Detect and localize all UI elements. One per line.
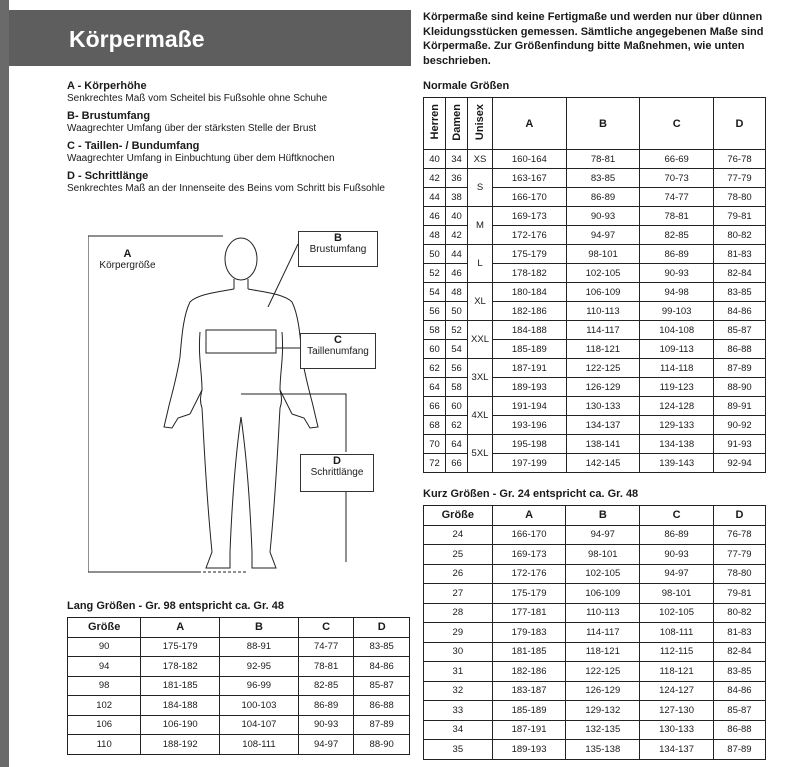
cell-a: 180-184	[493, 283, 567, 302]
cell-c: 108-111	[640, 623, 714, 643]
cell-d: 77-79	[714, 169, 766, 188]
cell-b: 114-117	[566, 321, 640, 340]
cell-a: 185-189	[492, 701, 566, 721]
cell-a: 185-189	[493, 340, 567, 359]
cell-d: 78-80	[713, 564, 765, 584]
table-row	[424, 321, 766, 340]
lang-header-c: C	[298, 618, 354, 638]
cell-b: 78-81	[566, 150, 640, 169]
cell-b: 83-85	[566, 169, 640, 188]
cell-d: 90-92	[714, 416, 766, 435]
cell-b: 106-109	[566, 283, 640, 302]
header-c: C	[640, 98, 714, 150]
cell-damen: 66	[446, 454, 468, 473]
cell-unisex: 4XL	[468, 397, 493, 435]
cell-d: 84-86	[354, 657, 410, 677]
cell-herren: 54	[424, 283, 446, 302]
lang-sizes-table	[67, 617, 410, 755]
cell-groesse: 24	[424, 525, 493, 545]
lang-sizes-body	[68, 637, 410, 754]
cell-d: 80-82	[713, 603, 765, 623]
cell-a: 179-183	[492, 623, 566, 643]
table-row	[424, 359, 766, 378]
cell-c: 114-118	[640, 359, 714, 378]
cell-damen: 36	[446, 169, 468, 188]
table-row	[424, 603, 766, 623]
cell-d: 92-94	[714, 454, 766, 473]
cell-herren: 50	[424, 245, 446, 264]
header-unisex-label: Unisex	[474, 103, 486, 141]
cell-b: 118-121	[566, 340, 640, 359]
kurz-header-d: D	[713, 506, 765, 526]
page-title: Körpermaße	[69, 26, 205, 52]
cell-herren: 46	[424, 207, 446, 226]
cell-d: 86-88	[354, 696, 410, 716]
cell-a: 197-199	[493, 454, 567, 473]
cell-a: 195-198	[493, 435, 567, 454]
cell-c: 99-103	[640, 302, 714, 321]
def-c-title: C - Taillen- / Bundumfang	[67, 140, 200, 152]
cell-b: 92-95	[220, 657, 299, 677]
cell-damen: 42	[446, 226, 468, 245]
cell-c: 118-121	[640, 662, 714, 682]
cell-damen: 56	[446, 359, 468, 378]
cell-a: 184-188	[493, 321, 567, 340]
cell-groesse: 26	[424, 564, 493, 584]
cell-c: 124-128	[640, 397, 714, 416]
cell-d: 88-90	[354, 735, 410, 755]
cell-herren: 60	[424, 340, 446, 359]
cell-b: 102-105	[566, 264, 640, 283]
header-d: D	[714, 98, 766, 150]
cell-a: 175-179	[141, 637, 220, 657]
cell-unisex: XXL	[468, 321, 493, 359]
cell-a: 193-196	[493, 416, 567, 435]
cell-a: 169-173	[492, 545, 566, 565]
cell-damen: 64	[446, 435, 468, 454]
cell-b: 129-132	[566, 701, 640, 721]
def-c-text: Waagrechter Umfang in Einbuchtung über dem Hüftknochen	[67, 153, 335, 164]
lang-header-d: D	[354, 618, 410, 638]
header-b: B	[566, 98, 640, 150]
table-row	[424, 701, 766, 721]
label-b-brustumfang	[298, 231, 378, 267]
table-row	[68, 735, 410, 755]
cell-herren: 40	[424, 150, 446, 169]
def-b-title: B- Brustumfang	[67, 110, 151, 122]
cell-groesse: 90	[68, 637, 141, 657]
table-row	[424, 245, 766, 264]
cell-herren: 42	[424, 169, 446, 188]
cell-c: 98-101	[640, 584, 714, 604]
cell-c: 90-93	[640, 545, 714, 565]
table-row	[424, 662, 766, 682]
cell-damen: 38	[446, 188, 468, 207]
cell-c: 104-108	[640, 321, 714, 340]
kurz-header-groesse: Größe	[424, 506, 493, 526]
cell-d: 76-78	[713, 525, 765, 545]
cell-c: 82-85	[298, 676, 354, 696]
cell-a: 189-193	[493, 378, 567, 397]
header-herren-label: Herren	[428, 104, 441, 140]
cell-unisex: 3XL	[468, 359, 493, 397]
table-row	[424, 740, 766, 760]
cell-damen: 58	[446, 378, 468, 397]
normal-sizes-table	[423, 97, 766, 473]
kurz-header-c: C	[640, 506, 714, 526]
header-damen-label: Damen	[450, 103, 463, 141]
table-row	[424, 564, 766, 584]
label-c-text: Taillenumfang	[307, 346, 369, 357]
cell-b: 94-97	[566, 525, 640, 545]
cell-groesse: 29	[424, 623, 493, 643]
cell-damen: 34	[446, 150, 468, 169]
cell-d: 76-78	[714, 150, 766, 169]
cell-a: 175-179	[493, 245, 567, 264]
lang-header-a: A	[141, 618, 220, 638]
cell-d: 82-84	[713, 642, 765, 662]
table-row	[424, 525, 766, 545]
table-row	[424, 642, 766, 662]
def-d-text: Senkrechtes Maß an der Innenseite des Beins vom Schritt bis Fußsohle	[67, 183, 385, 194]
kurz-header-b: B	[566, 506, 640, 526]
cell-b: 132-135	[566, 720, 640, 740]
cell-c: 134-137	[640, 740, 714, 760]
cell-a: 178-182	[141, 657, 220, 677]
cell-b: 104-107	[220, 715, 299, 735]
cell-b: 134-137	[566, 416, 640, 435]
cell-c: 102-105	[640, 603, 714, 623]
cell-groesse: 31	[424, 662, 493, 682]
cell-a: 172-176	[493, 226, 567, 245]
cell-a: 183-187	[492, 681, 566, 701]
cell-d: 87-89	[714, 359, 766, 378]
cell-groesse: 34	[424, 720, 493, 740]
cell-d: 86-88	[713, 720, 765, 740]
label-c-letter: C	[334, 334, 342, 346]
body-measurement-figure	[88, 222, 410, 584]
header-unisex	[468, 98, 493, 150]
kurz-header-a: A	[492, 506, 566, 526]
cell-c: 86-89	[298, 696, 354, 716]
cell-c: 94-98	[640, 283, 714, 302]
table-row	[424, 169, 766, 188]
cell-b: 88-91	[220, 637, 299, 657]
definitions	[67, 80, 407, 195]
cell-herren: 70	[424, 435, 446, 454]
cell-herren: 68	[424, 416, 446, 435]
cell-b: 108-111	[220, 735, 299, 755]
label-c-taillenumfang	[300, 333, 376, 369]
label-a-koerpergroesse	[90, 248, 165, 278]
cell-unisex: L	[468, 245, 493, 283]
cell-unisex: 5XL	[468, 435, 493, 473]
lang-sizes-title: Lang Größen - Gr. 98 entspricht ca. Gr. 48	[67, 600, 285, 612]
cell-c: 78-81	[640, 207, 714, 226]
cell-groesse: 25	[424, 545, 493, 565]
label-a-text: Körpergröße	[99, 260, 156, 271]
cell-a: 187-191	[493, 359, 567, 378]
cell-c: 90-93	[298, 715, 354, 735]
kurz-sizes-body	[424, 525, 766, 759]
cell-a: 189-193	[492, 740, 566, 760]
lang-header-b: B	[220, 618, 299, 638]
label-d-schrittlaenge	[300, 454, 374, 492]
cell-groesse: 106	[68, 715, 141, 735]
kurz-sizes-title: Kurz Größen - Gr. 24 entspricht ca. Gr. 48	[423, 488, 639, 500]
header-damen	[446, 98, 468, 150]
cell-a: 188-192	[141, 735, 220, 755]
cell-a: 106-190	[141, 715, 220, 735]
cell-d: 81-83	[713, 623, 765, 643]
cell-c: 112-115	[640, 642, 714, 662]
cell-b: 106-109	[566, 584, 640, 604]
cell-c: 90-93	[640, 264, 714, 283]
cell-groesse: 32	[424, 681, 493, 701]
kurz-sizes-table	[423, 505, 766, 760]
cell-a: 182-186	[493, 302, 567, 321]
cell-d: 88-90	[714, 378, 766, 397]
cell-damen: 50	[446, 302, 468, 321]
table-row	[424, 283, 766, 302]
cell-b: 114-117	[566, 623, 640, 643]
cell-damen: 54	[446, 340, 468, 359]
cell-damen: 44	[446, 245, 468, 264]
header-a: A	[493, 98, 567, 150]
cell-b: 110-113	[566, 603, 640, 623]
cell-d: 81-83	[714, 245, 766, 264]
cell-a: 166-170	[493, 188, 567, 207]
def-b-text: Waagrechter Umfang über der stärksten Stelle der Brust	[67, 123, 317, 134]
cell-b: 102-105	[566, 564, 640, 584]
cell-d: 85-87	[714, 321, 766, 340]
cell-a: 187-191	[492, 720, 566, 740]
cell-d: 84-86	[714, 302, 766, 321]
cell-c: 86-89	[640, 525, 714, 545]
table-row	[68, 676, 410, 696]
cell-a: 181-185	[141, 676, 220, 696]
cell-d: 78-80	[714, 188, 766, 207]
label-d-text: Schrittlänge	[310, 467, 364, 478]
cell-a: 184-188	[141, 696, 220, 716]
cell-groesse: 27	[424, 584, 493, 604]
cell-c: 130-133	[640, 720, 714, 740]
cell-groesse: 102	[68, 696, 141, 716]
cell-b: 118-121	[566, 642, 640, 662]
cell-b: 135-138	[566, 740, 640, 760]
cell-c: 124-127	[640, 681, 714, 701]
cell-c: 78-81	[298, 657, 354, 677]
cell-b: 122-125	[566, 359, 640, 378]
cell-b: 130-133	[566, 397, 640, 416]
cell-a: 182-186	[492, 662, 566, 682]
cell-d: 80-82	[714, 226, 766, 245]
table-row	[424, 545, 766, 565]
cell-herren: 48	[424, 226, 446, 245]
cell-herren: 66	[424, 397, 446, 416]
cell-a: 178-182	[493, 264, 567, 283]
cell-c: 94-97	[640, 564, 714, 584]
cell-b: 122-125	[566, 662, 640, 682]
label-b-text: Brustumfang	[309, 244, 367, 255]
cell-herren: 58	[424, 321, 446, 340]
cell-herren: 72	[424, 454, 446, 473]
cell-d: 85-87	[713, 701, 765, 721]
cell-b: 100-103	[220, 696, 299, 716]
table-row	[424, 623, 766, 643]
cell-b: 98-101	[566, 245, 640, 264]
label-a-letter: A	[123, 248, 132, 260]
cell-damen: 60	[446, 397, 468, 416]
cell-c: 127-130	[640, 701, 714, 721]
cell-b: 96-99	[220, 676, 299, 696]
cell-c: 70-73	[640, 169, 714, 188]
def-d-title: D - Schrittlänge	[67, 170, 149, 182]
table-row	[68, 637, 410, 657]
cell-d: 82-84	[714, 264, 766, 283]
cell-b: 138-141	[566, 435, 640, 454]
cell-damen: 40	[446, 207, 468, 226]
cell-groesse: 35	[424, 740, 493, 760]
table-row	[424, 207, 766, 226]
cell-groesse: 30	[424, 642, 493, 662]
header-herren	[424, 98, 446, 150]
cell-a: 166-170	[492, 525, 566, 545]
table-row	[424, 150, 766, 169]
lang-header-groesse: Größe	[68, 618, 141, 638]
table-row	[68, 696, 410, 716]
cell-b: 142-145	[566, 454, 640, 473]
table-row	[424, 435, 766, 454]
cell-d: 84-86	[713, 681, 765, 701]
cell-d: 91-93	[714, 435, 766, 454]
cell-groesse: 98	[68, 676, 141, 696]
cell-c: 139-143	[640, 454, 714, 473]
cell-groesse: 28	[424, 603, 493, 623]
cell-a: 160-164	[493, 150, 567, 169]
cell-groesse: 94	[68, 657, 141, 677]
cell-c: 109-113	[640, 340, 714, 359]
cell-groesse: 33	[424, 701, 493, 721]
cell-d: 87-89	[713, 740, 765, 760]
table-row	[424, 681, 766, 701]
label-d-letter: D	[333, 455, 341, 467]
cell-a: 181-185	[492, 642, 566, 662]
cell-d: 77-79	[713, 545, 765, 565]
cell-a: 175-179	[492, 584, 566, 604]
cell-d: 83-85	[354, 637, 410, 657]
table-row	[68, 657, 410, 677]
cell-b: 126-129	[566, 378, 640, 397]
table-row	[424, 397, 766, 416]
cell-unisex: S	[468, 169, 493, 207]
title-banner	[9, 10, 411, 66]
cell-b: 126-129	[566, 681, 640, 701]
cell-damen: 48	[446, 283, 468, 302]
cell-herren: 56	[424, 302, 446, 321]
left-sidebar-bar	[0, 0, 9, 767]
cell-b: 110-113	[566, 302, 640, 321]
cell-herren: 62	[424, 359, 446, 378]
cell-d: 86-88	[714, 340, 766, 359]
cell-a: 163-167	[493, 169, 567, 188]
cell-damen: 62	[446, 416, 468, 435]
normal-sizes-title: Normale Größen	[423, 80, 510, 92]
cell-c: 94-97	[298, 735, 354, 755]
table-row	[424, 584, 766, 604]
cell-c: 82-85	[640, 226, 714, 245]
cell-herren: 52	[424, 264, 446, 283]
cell-a: 177-181	[492, 603, 566, 623]
cell-d: 83-85	[713, 662, 765, 682]
cell-c: 74-77	[640, 188, 714, 207]
cell-unisex: XL	[468, 283, 493, 321]
cell-b: 98-101	[566, 545, 640, 565]
cell-d: 83-85	[714, 283, 766, 302]
cell-groesse: 110	[68, 735, 141, 755]
cell-damen: 46	[446, 264, 468, 283]
cell-damen: 52	[446, 321, 468, 340]
cell-unisex: M	[468, 207, 493, 245]
cell-d: 79-81	[714, 207, 766, 226]
cell-unisex: XS	[468, 150, 493, 169]
cell-herren: 64	[424, 378, 446, 397]
def-a-text: Senkrechtes Maß vom Scheitel bis Fußsohle ohne Schuhe	[67, 93, 328, 104]
intro-text: Körpermaße sind keine Fertigmaße und werden nur über dünnen Kleidungsstücken gemessen. Sämtliche angegebenen Maße sind Körpermaße. Zur Größenfindung bitte Maßnehmen, wie unten beschrieben.	[423, 11, 764, 67]
def-a-title: A - Körperhöhe	[67, 80, 147, 92]
cell-d: 85-87	[354, 676, 410, 696]
cell-d: 79-81	[713, 584, 765, 604]
cell-b: 86-89	[566, 188, 640, 207]
cell-d: 89-91	[714, 397, 766, 416]
cell-c: 129-133	[640, 416, 714, 435]
cell-c: 86-89	[640, 245, 714, 264]
cell-a: 191-194	[493, 397, 567, 416]
cell-d: 87-89	[354, 715, 410, 735]
cell-herren: 44	[424, 188, 446, 207]
cell-c: 74-77	[298, 637, 354, 657]
label-b-letter: B	[334, 232, 342, 244]
cell-c: 119-123	[640, 378, 714, 397]
cell-a: 169-173	[493, 207, 567, 226]
cell-a: 172-176	[492, 564, 566, 584]
normal-sizes-body	[424, 150, 766, 473]
cell-b: 94-97	[566, 226, 640, 245]
cell-c: 66-69	[640, 150, 714, 169]
cell-c: 134-138	[640, 435, 714, 454]
table-row	[68, 715, 410, 735]
table-row	[424, 720, 766, 740]
cell-b: 90-93	[566, 207, 640, 226]
